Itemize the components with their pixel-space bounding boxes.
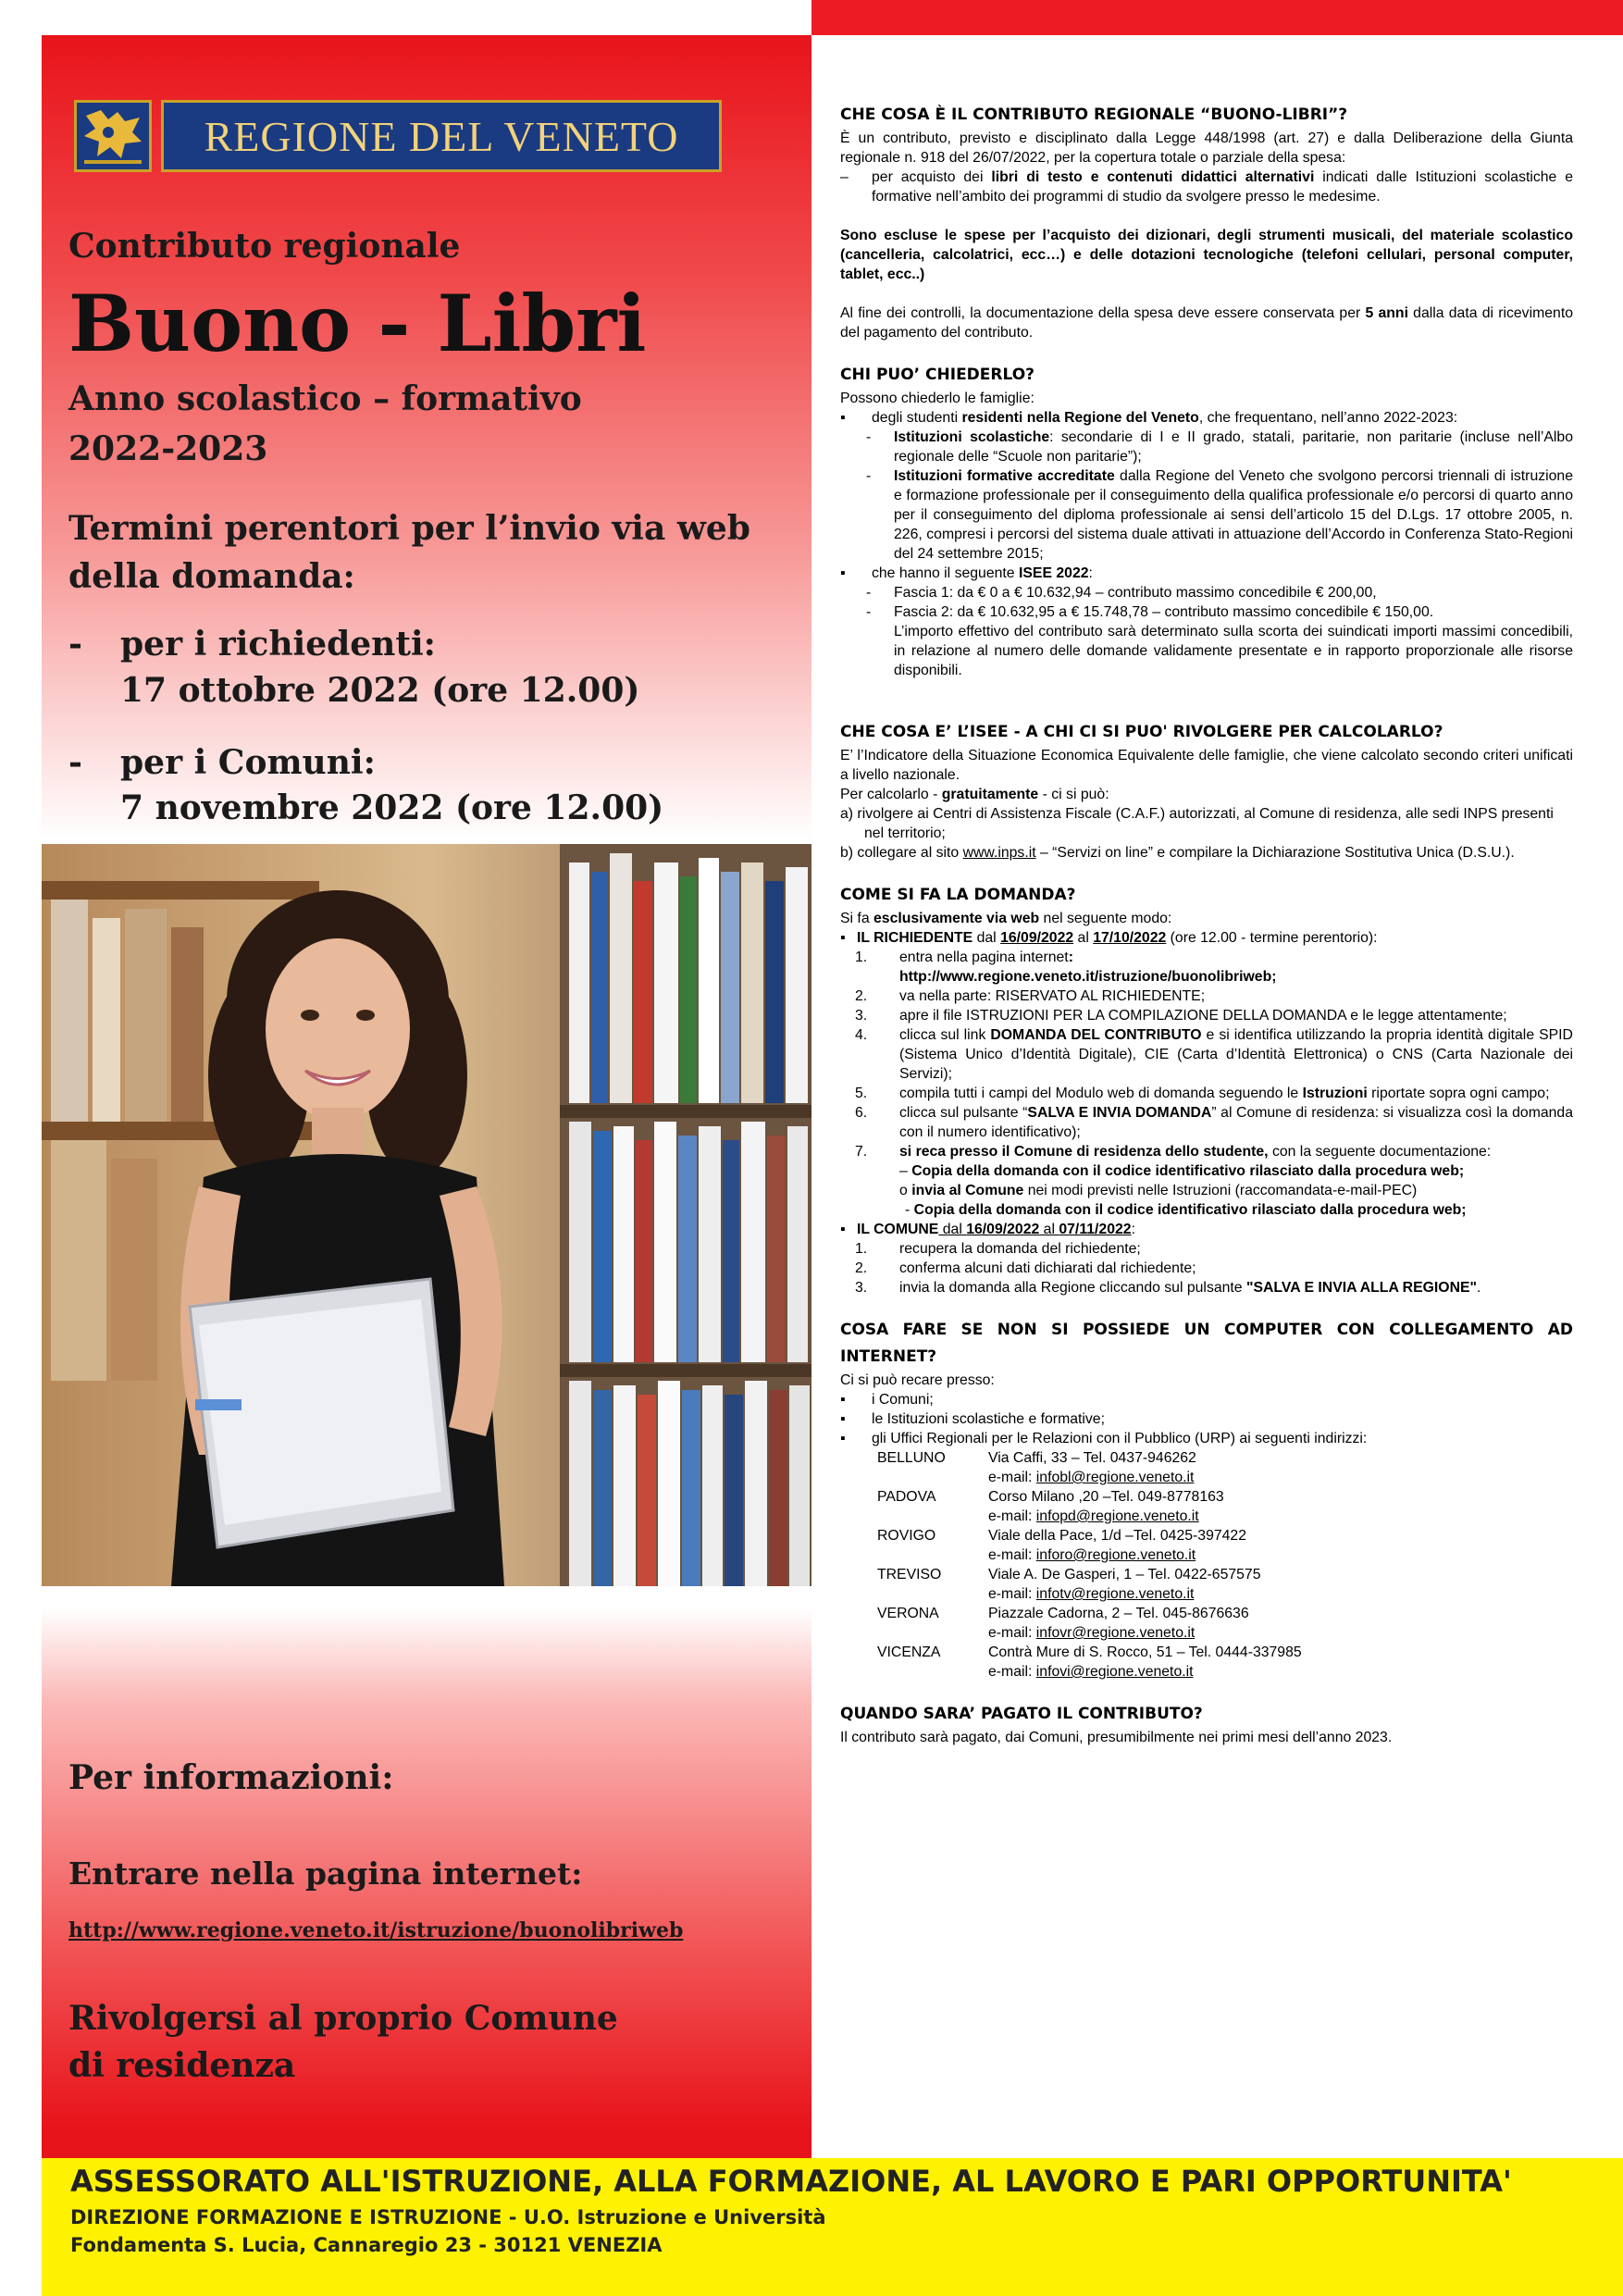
comune-steps: 1. recupera la domanda del richiedente; 2. conferma alcuni dati dichiarati dal richiedente; 3. invia la domanda alla Regione cliccando sul pulsante "SALVA E INVIA ALLA REGIONE". [855, 1241, 1481, 1296]
office-row: VERONA Piazzale Cadorna, 2 – Tel. 045-8676636 e-mail: infovr@regione.veneto.it [877, 1606, 1249, 1641]
info-web-label: Entrare nella pagina internet: [68, 1855, 583, 1892]
who-sub-formative: - Istituzioni formative accreditate dalla Regione del Veneto che svolgono percorsi triennali di istruzione e formazione professionale per il conseguimento della qualifica professionale e/o percorsi di quarto anno per il conseguimento del diploma professionale ai sensi dell’articolo 15 del D.Lgs. 17 ottobre 2005, n. 226, compresi i percorsi del sistema duale attivati in attuazione dell’Accordo in Conferenza Stato-Regioni del 24 settembre 2015; [866, 468, 1573, 562]
bullet-icon: ▪ [840, 565, 846, 581]
office-row: VICENZA Contrà Mure di S. Rocco, 51 – Tel. 0444-337985 e-mail: infovi@regione.veneto.it [877, 1644, 1302, 1680]
office-row: PADOVA Corso Milano ,20 –Tel. 049-8778163 e-mail: infopd@regione.veneto.it [877, 1489, 1224, 1524]
office-row: ROVIGO Viale della Pace, 1/d –Tel. 0425-397422 e-mail: inforo@regione.veneto.it [877, 1528, 1246, 1563]
urp-offices [840, 1448, 1573, 1682]
what-bullet: – per acquisto dei libri di testo e contenuti didattici alternativi indicati dalle Istituzioni scolastiche e formative nell’ambito dei programmi di studio da svolgere presso le medesime. [840, 169, 1573, 205]
deadlines-title-line1: Termini perentori per l’invio via web [68, 509, 750, 548]
deadlines-title-line2: della domanda: [68, 557, 355, 596]
info-url-link[interactable]: http://www.regione.veneto.it/istruzione/buonolibriweb [68, 1918, 684, 1942]
dash-icon: – [840, 169, 849, 185]
lion-of-st-mark-icon [74, 100, 152, 172]
comune-heading: ▪ IL COMUNE dal 16/09/2022 al 07/11/2022: [840, 1222, 1135, 1237]
section-title-payment: QUANDO SARA’ PAGATO IL CONTRIBUTO? [840, 1705, 1203, 1723]
bullet-icon: ▪ [840, 1431, 846, 1446]
isee-definition: E’ l’Indicatore della Situazione Economica Equivalente delle famiglie, che viene calcolato secondo criteri unificati a livello nazionale. [840, 748, 1573, 783]
footer-address: Fondamenta S. Lucia, Cannaregio 23 - 30121 VENEZIA [70, 2234, 663, 2256]
info-comune-line2: di residenza [68, 2046, 296, 2085]
deadline-dash: - [68, 625, 82, 664]
school-year-value: 2022-2023 [68, 429, 268, 468]
email-link[interactable]: infotv@regione.veneto.it [1035, 1586, 1195, 1602]
isee-how: Per calcolarlo - gratuitamente - ci si può: [840, 787, 1109, 802]
what-paragraph: È un contributo, previsto e disciplinato dalla Legge 448/1998 (art. 27) e dalla Deliberazione della Giunta regionale n. 918 del 26/07/2022, per la copertura totale o parziale della spesa: [840, 130, 1573, 166]
email-link[interactable]: infopd@regione.veneto.it [1035, 1508, 1199, 1524]
bullet-icon: ▪ [840, 1392, 846, 1408]
section-title-who: CHI PUO’ CHIEDERLO? [840, 366, 1035, 384]
isee-option-a: a) rivolgere ai Centri di Assistenza Fiscale (C.A.F.) autorizzati, al Comune di residenza, alle sedi INPS presenti nel territorio; [840, 806, 1554, 841]
section-title-how: COME SI FA LA DOMANDA? [840, 886, 1076, 904]
email-link[interactable]: infovi@regione.veneto.it [1035, 1664, 1194, 1680]
retention-note: Al fine dei controlli, la documentazione della spesa deve essere conservata per 5 anni dalla data di ricevimento del pagamento del contributo. [840, 305, 1573, 341]
deadline-dash: - [68, 743, 82, 782]
place-urp: ▪ gli Uffici Regionali per le Relazioni con il Pubblico (URP) ai seguenti indirizzi: [840, 1431, 1368, 1446]
inps-link[interactable]: www.inps.it [962, 845, 1036, 861]
right-text-column [840, 102, 1573, 1747]
deadline-applicants-label: per i richiedenti: [120, 625, 436, 664]
subtitle: Contributo regionale [68, 227, 461, 266]
deadline-comuni-date: 7 novembre 2022 (ore 12.00) [120, 788, 664, 827]
email-link[interactable]: infovr@regione.veneto.it [1035, 1625, 1196, 1641]
page-title: Buono - Libri [68, 278, 647, 369]
student-library-photo [42, 844, 812, 1586]
section-title-no-computer: COSA FARE SE NON SI POSSIEDE UN COMPUTER CON COLLEGAMENTO AD INTERNET? [840, 1321, 1573, 1366]
section-title-what: CHE COSA È IL CONTRIBUTO REGIONALE “BUONO-LIBRI”? [840, 105, 1348, 124]
who-intro: Possono chiederlo le famiglie: [840, 391, 1035, 406]
buonolibri-url-link[interactable]: http://www.regione.veneto.it/istruzione/buonolibriweb; [899, 969, 1277, 985]
school-year-label: Anno scolastico – formativo [68, 379, 582, 418]
section-title-isee: CHE COSA E’ L’ISEE - A CHI CI SI PUO' RIVOLGERE PER CALCOLARLO? [840, 723, 1443, 741]
bullet-icon: ▪ [840, 1411, 846, 1427]
place-istituzioni: ▪ le Istituzioni scolastiche e formative; [840, 1411, 1105, 1427]
no-computer-intro: Ci si può recare presso: [840, 1372, 995, 1388]
bullet-icon: ▪ [840, 930, 846, 946]
how-intro: Si fa esclusivamente via web nel seguente modo: [840, 911, 1172, 926]
footer-direzione: DIREZIONE FORMAZIONE E ISTRUZIONE - U.O. Istruzione e Università [70, 2206, 826, 2228]
who-sub-scolastiche: - Istituzioni scolastiche: secondarie di I e II grado, statali, paritarie, non paritarie (incluse nell’Albo regionale delle “Scuole non paritarie”); [866, 429, 1573, 465]
place-comuni: ▪ i Comuni; [840, 1392, 934, 1408]
isee-option-b: b) collegare al sito www.inps.it – “Servizi on line” e compilare la Dichiarazione Sostitutiva Unica (D.S.U.). [840, 845, 1515, 861]
bullet-icon: ▪ [840, 410, 846, 426]
who-bullet-isee: ▪ che hanno il seguente ISEE 2022: [840, 565, 1093, 581]
payment-paragraph: Il contributo sarà pagato, dai Comuni, presumibilmente nei primi mesi dell’anno 2023. [840, 1730, 1393, 1745]
applicant-steps: 1. entra nella pagina internet: http://www.regione.veneto.it/istruzione/buonolibriweb; 2. va nella parte: RISERVATO AL RICHIEDENTE; 3. apre il file ISTRUZIONI PER LA COMPILAZIONE DELLA DOMANDA e le legge attentamente; 4. clicca sul link DOMANDA DEL CONTRIBUTO e si identifica utilizzando la propria identità digitale SPID (Sistema Unico d’Identità Digitale), CIE (Carta d’Identità Elettronica) o CNS (Carta Nazionale dei Servizi); 5. compila tutti i campi del Modulo web di domanda seguendo le Istruzioni riportate sopra ogni campo; 6. clicca sul pulsante “SALVA E INVIA DOMANDA” al Comune di residenza: si visualizza così la domanda con il numero identificativo); 7. si reca presso il Comune di residenza dello studente, con la seguente documentazione: – Copia della domanda con il codice identificativo rilasciato dalla procedura web; o invia al Comune nei modi previsti nelle Istruzioni (raccomandata-e-mail-PEC) - Copia della domanda con il codice identificativo rilasciato dalla procedura web; [855, 949, 1573, 1218]
excluded-expenses: Sono escluse le spese per l’acquisto dei dizionari, degli strumenti musicali, del materiale scolastico (cancelleria, calcolatrici, ecc…) e delle dotazioni tecnologiche (telefoni cellulari, personal computer, tablet, ecc..) [840, 228, 1573, 282]
footer-assessorato: ASSESSORATO ALL'ISTRUZIONE, ALLA FORMAZIONE, AL LAVORO E PARI OPPORTUNITA' [70, 2164, 1512, 2199]
email-link[interactable]: infobl@regione.veneto.it [1035, 1470, 1195, 1485]
bullet-icon: ▪ [840, 1222, 846, 1237]
office-row: BELLUNO Via Caffi, 33 – Tel. 0437-946262 e-mail: infobl@regione.veneto.it [877, 1450, 1196, 1485]
email-link[interactable]: inforo@regione.veneto.it [1035, 1547, 1196, 1563]
amount-note: L’importo effettivo del contributo sarà determinato sulla scorta dei suindicati importi massimi concedibili, in relazione al numero delle domande validamente presentate e in rapporto proporzionale alle risorse disponibili. [894, 624, 1573, 678]
deadline-applicants-date: 17 ottobre 2022 (ore 12.00) [120, 671, 640, 710]
info-title: Per informazioni: [68, 1758, 394, 1797]
deadline-comuni-label: per i Comuni: [120, 743, 376, 782]
regione-veneto-logo [74, 100, 722, 172]
applicant-heading: ▪ IL RICHIEDENTE dal 16/09/2022 al 17/10/2022 (ore 12.00 - termine perentorio): [840, 930, 1378, 946]
isee-band-1: - Fascia 1: da € 0 a € 10.632,94 – contributo massimo concedibile € 200,00, [866, 585, 1377, 601]
top-red-bar [812, 0, 1623, 35]
office-row: TREVISO Viale A. De Gasperi, 1 – Tel. 0422-657575 e-mail: infotv@regione.veneto.it [877, 1567, 1261, 1602]
logo-text: REGIONE DEL VENETO [161, 100, 722, 172]
info-comune-line1: Rivolgersi al proprio Comune [68, 1999, 618, 2038]
who-bullet-residents: ▪ degli studenti residenti nella Regione del Veneto, che frequentano, nell’anno 2022-2023: [840, 410, 1458, 426]
isee-band-2: - Fascia 2: da € 10.632,95 a € 15.748,78 – contributo massimo concedibile € 150,00. [866, 604, 1434, 620]
